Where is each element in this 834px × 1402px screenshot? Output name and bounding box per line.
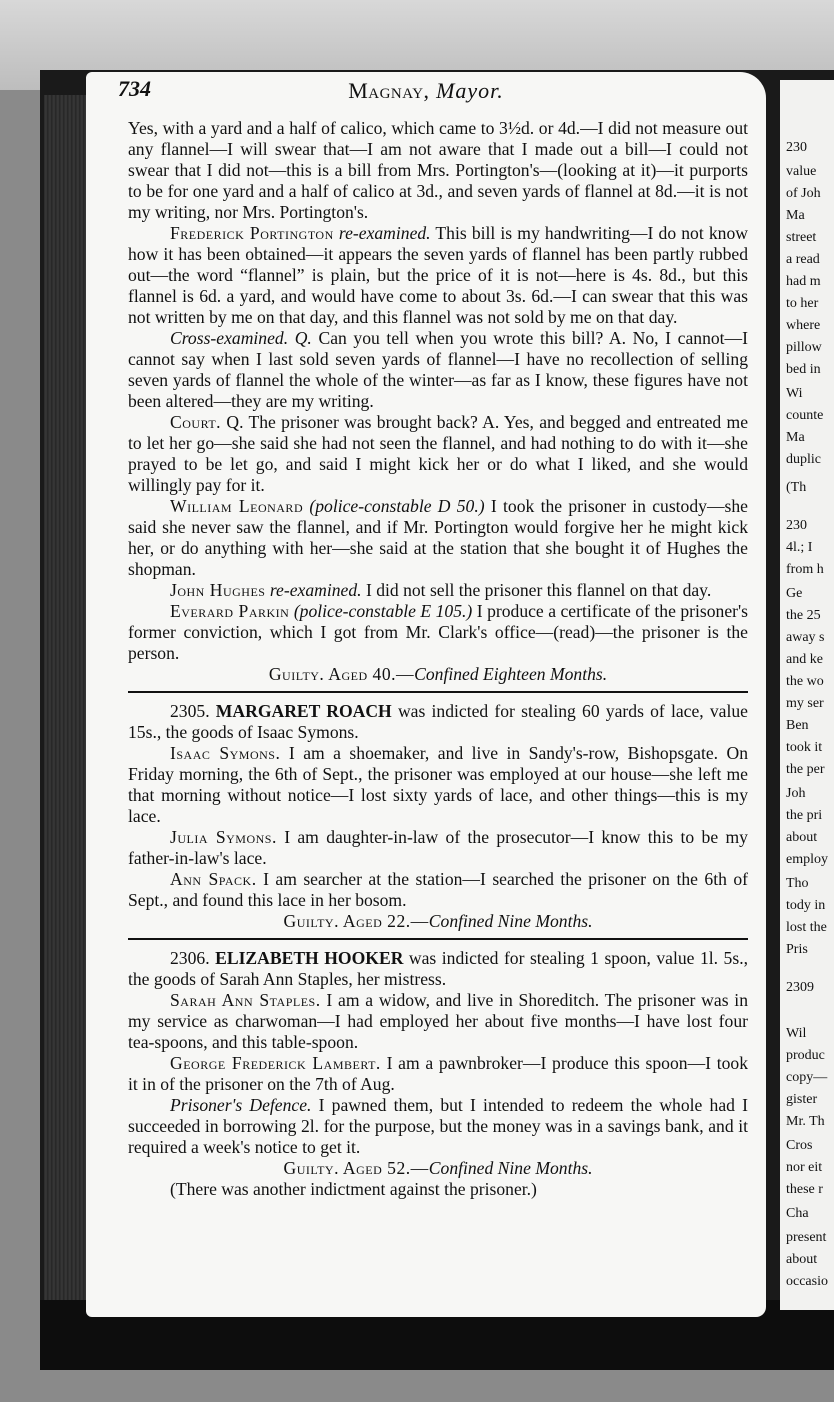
testimony: I am a widow, and live in Shoreditch. The prisoner was in my service as charwoman—I had employed her about five months—I have lost four tea-spoons, and this table-spoon. xyxy=(128,990,748,1052)
facing-page-line: my ser xyxy=(786,696,824,711)
cont-paragraph-4 xyxy=(128,412,748,496)
charge: was indicted for stealing 1 spoon, value 1l. 5s., the goods of Sarah Ann Staples, her mistress. xyxy=(128,948,748,989)
testimony: I am searcher at the station—I searched the prisoner on the 6th of Sept., and found this lace in her bosom. xyxy=(128,869,748,910)
verdict-label: Guilty. Aged 40.— xyxy=(268,664,415,684)
facing-page-line: the wo xyxy=(786,674,824,689)
facing-page-line: Joh xyxy=(786,786,806,801)
case-number: 2306. xyxy=(170,948,210,968)
defendant-name: MARGARET ROACH xyxy=(215,701,392,721)
cont-paragraph-7 xyxy=(128,601,748,664)
facing-page-line: 230 xyxy=(786,140,807,155)
facing-page-line: occasio xyxy=(786,1274,828,1289)
case-2305-paragraph-4 xyxy=(128,869,748,911)
witness-name: Isaac Symons. xyxy=(170,743,281,763)
case-2305-paragraph-3 xyxy=(128,827,748,869)
sentence: Confined Nine Months. xyxy=(428,1158,593,1178)
witness-role: (police-constable D 50.) xyxy=(309,496,485,516)
facing-page-line: nor eit xyxy=(786,1160,823,1175)
witness-name: Frederick Portington xyxy=(170,223,334,243)
facing-page-line: about xyxy=(786,1252,818,1267)
verdict-label: Guilty. Aged 22.— xyxy=(283,911,429,931)
court-label: Court. xyxy=(170,412,222,432)
facing-page-line: Cros xyxy=(786,1138,813,1153)
witness-name: John Hughes xyxy=(170,580,266,600)
testimony: This bill is my handwriting—I do not know how it has been obtained—it appears the seven yards of flannel has been partly rubbed out—the word “flannel” is plain, but the price of it is not—here is 4s. 8d., but this flannel is 6d. a yard, and would have come to about 3s. 6d.—I can swear that this was not written by me on that day, and this flannel was not sold by me on that day. xyxy=(128,223,748,327)
facing-page-line: Wi xyxy=(786,386,803,401)
witness-role: (police-constable E 105.) xyxy=(293,601,473,621)
facing-page-line: (Th xyxy=(786,480,807,495)
case-2305-indictment xyxy=(128,701,748,743)
facing-page-line: had m xyxy=(786,274,821,289)
facing-page-line: Ma xyxy=(786,208,805,223)
case-2306-paragraph-2 xyxy=(128,990,748,1053)
cont-paragraph-3 xyxy=(128,328,748,412)
facing-page-line: copy— xyxy=(786,1070,828,1085)
page-number: 734 xyxy=(118,76,151,101)
testimony: I took the prisoner in custody—she said she never saw the flannel, and if Mr. Portington would forgive her he might kick her, or do anything with her—she said at the station that she bought it of Hughes the shopman. xyxy=(128,496,748,579)
facing-page-line: the pri xyxy=(786,808,823,823)
testimony: Can you tell when you wrote this bill? A. No, I cannot—I cannot say when I last sold seven yards of flannel—I have no recollection of selling seven yards of flannel the whole of the winter—as far as I know, these figures have not been altered—they are my writing. xyxy=(128,328,749,411)
facing-page-line: from h xyxy=(786,562,824,577)
facing-page-line: street xyxy=(786,230,817,245)
witness-name: Ann Spack. xyxy=(170,869,257,889)
witness-name: Julia Symons. xyxy=(170,827,277,847)
indictment-note: (There was another indictment against the prisoner.) xyxy=(170,1179,537,1199)
witness-name: Sarah Ann Staples. xyxy=(170,990,321,1010)
facing-page-line: lost the xyxy=(786,920,827,935)
facing-page-line: 2309 xyxy=(786,980,814,995)
facing-page-line: bed in xyxy=(786,362,821,377)
facing-page-line: Wil xyxy=(786,1026,807,1041)
facing-page-line: and ke xyxy=(786,652,823,667)
facing-page-line: pillow xyxy=(786,340,822,355)
cont-paragraph-5 xyxy=(128,496,748,580)
facing-page-line: Cha xyxy=(786,1206,809,1221)
testimony: I am a pawnbroker—I produce this spoon—I took it in of the prisoner on the 7th of Aug. xyxy=(128,1053,749,1094)
testimony: I pawned them, but I intended to redeem the whole had I succeeded in borrowing 2l. for the purpose, but the money was in a savings bank, and it required a week's notice to get it. xyxy=(128,1095,748,1157)
section-divider xyxy=(128,691,748,693)
testimony: I produce a certificate of the prisoner's former conviction, which I got from Mr. Clark's office—(read)—the prisoner is the person. xyxy=(128,601,749,663)
facing-page-line: of Joh xyxy=(786,186,821,201)
facing-page-line: Ben xyxy=(786,718,809,733)
testimony: Q. The prisoner was brought back? A. Yes, and begged and entreated me to let her go—she said she had not seen the flannel, and had nothing to do with it—she prayed to be let go, and said I might kick her or do what I liked, and she would willingly pay for it. xyxy=(128,412,748,495)
facing-page-line: a read xyxy=(786,252,820,267)
facing-page-line: took it xyxy=(786,740,823,755)
facing-page-line: Mr. Th xyxy=(786,1114,825,1129)
facing-page-line: Tho xyxy=(786,876,809,891)
facing-page-line: tody in xyxy=(786,898,826,913)
facing-page-line: where xyxy=(786,318,821,333)
testimony: I am daughter-in-law of the prosecutor—I know this to be my father-in-law's lace. xyxy=(128,827,748,868)
verdict xyxy=(128,911,748,932)
mayor-title: Mayor. xyxy=(436,78,504,103)
witness-role: re-examined. xyxy=(269,580,362,600)
facing-page-line: 4l.; I xyxy=(786,540,813,555)
cont-paragraph-1: Yes, with a yard and a half of calico, which came to 3½d. or 4d.—I did not measure out any flannel—I will swear that—I am not aware that I made out a bill—I could not swear that I did not—this is a bill from Mrs. Portington's—(looking at it)—it purports to be for one yard and a half of calico at 3d., and seven yards of flannel at 8d.—it is not my writing, nor Mrs. Portington's. xyxy=(128,118,748,222)
facing-page-line: produc xyxy=(786,1048,825,1063)
facing-page-line: counte xyxy=(786,408,824,423)
case-number: 2305. xyxy=(170,701,210,721)
facing-page-line: Pris xyxy=(786,942,808,957)
facing-page-line: Ge xyxy=(786,586,803,601)
facing-page-line: 230 xyxy=(786,518,807,533)
facing-page-line: present xyxy=(786,1230,827,1245)
facing-page-line: to her xyxy=(786,296,819,311)
section-divider xyxy=(128,938,748,940)
mayor-name: Magnay, xyxy=(348,78,430,103)
verdict xyxy=(128,664,748,685)
verdict-label: Guilty. Aged 52.— xyxy=(283,1158,429,1178)
running-head xyxy=(86,78,766,104)
case-2306-paragraph-3 xyxy=(128,1053,748,1095)
defence-label: Prisoner's Defence. xyxy=(170,1095,312,1115)
facing-page-line: these r xyxy=(786,1182,823,1197)
testimony: I am a shoemaker, and live in Sandy's-row, Bishopsgate. On Friday morning, the 6th of Sept., the prisoner was employed at our house—she left me that morning without notice—I lost sixty yards of lace, and other things—this is my lace. xyxy=(128,743,749,826)
charge: was indicted for stealing 60 yards of lace, value 15s., the goods of Isaac Symons. xyxy=(128,701,748,742)
facing-page-line: gister xyxy=(786,1092,818,1107)
witness-name: William Leonard xyxy=(170,496,304,516)
cont-paragraph-2 xyxy=(128,223,748,328)
facing-page-line: value xyxy=(786,164,817,179)
sentence: Confined Nine Months. xyxy=(428,911,593,931)
defendant-name: ELIZABETH HOOKER xyxy=(215,948,404,968)
sentence: Confined Eighteen Months. xyxy=(414,664,608,684)
case-2306-paragraph-4 xyxy=(128,1095,748,1158)
testimony: I did not sell the prisoner this flannel on that day. xyxy=(365,580,712,600)
facing-page-line: duplic xyxy=(786,452,821,467)
page-edges xyxy=(44,95,88,1325)
facing-page-line: about xyxy=(786,830,818,845)
facing-page-line: employ xyxy=(786,852,828,867)
case-2305-paragraph-2 xyxy=(128,743,748,827)
cross-label: Cross-examined. Q. xyxy=(170,328,312,348)
witness-role: re-examined. xyxy=(338,223,431,243)
facing-page-line: the 25 xyxy=(786,608,821,623)
case-2306-indictment xyxy=(128,948,748,990)
facing-page-line: Ma xyxy=(786,430,805,445)
facing-page-fragment xyxy=(780,80,834,1310)
page-body xyxy=(128,118,748,1200)
witness-name: George Frederick Lambert. xyxy=(170,1053,381,1073)
facing-page-line: the per xyxy=(786,762,825,777)
witness-name: Everard Parkin xyxy=(170,601,290,621)
facing-page-line: away s xyxy=(786,630,825,645)
verdict xyxy=(128,1158,748,1179)
cont-paragraph-6 xyxy=(128,580,748,601)
